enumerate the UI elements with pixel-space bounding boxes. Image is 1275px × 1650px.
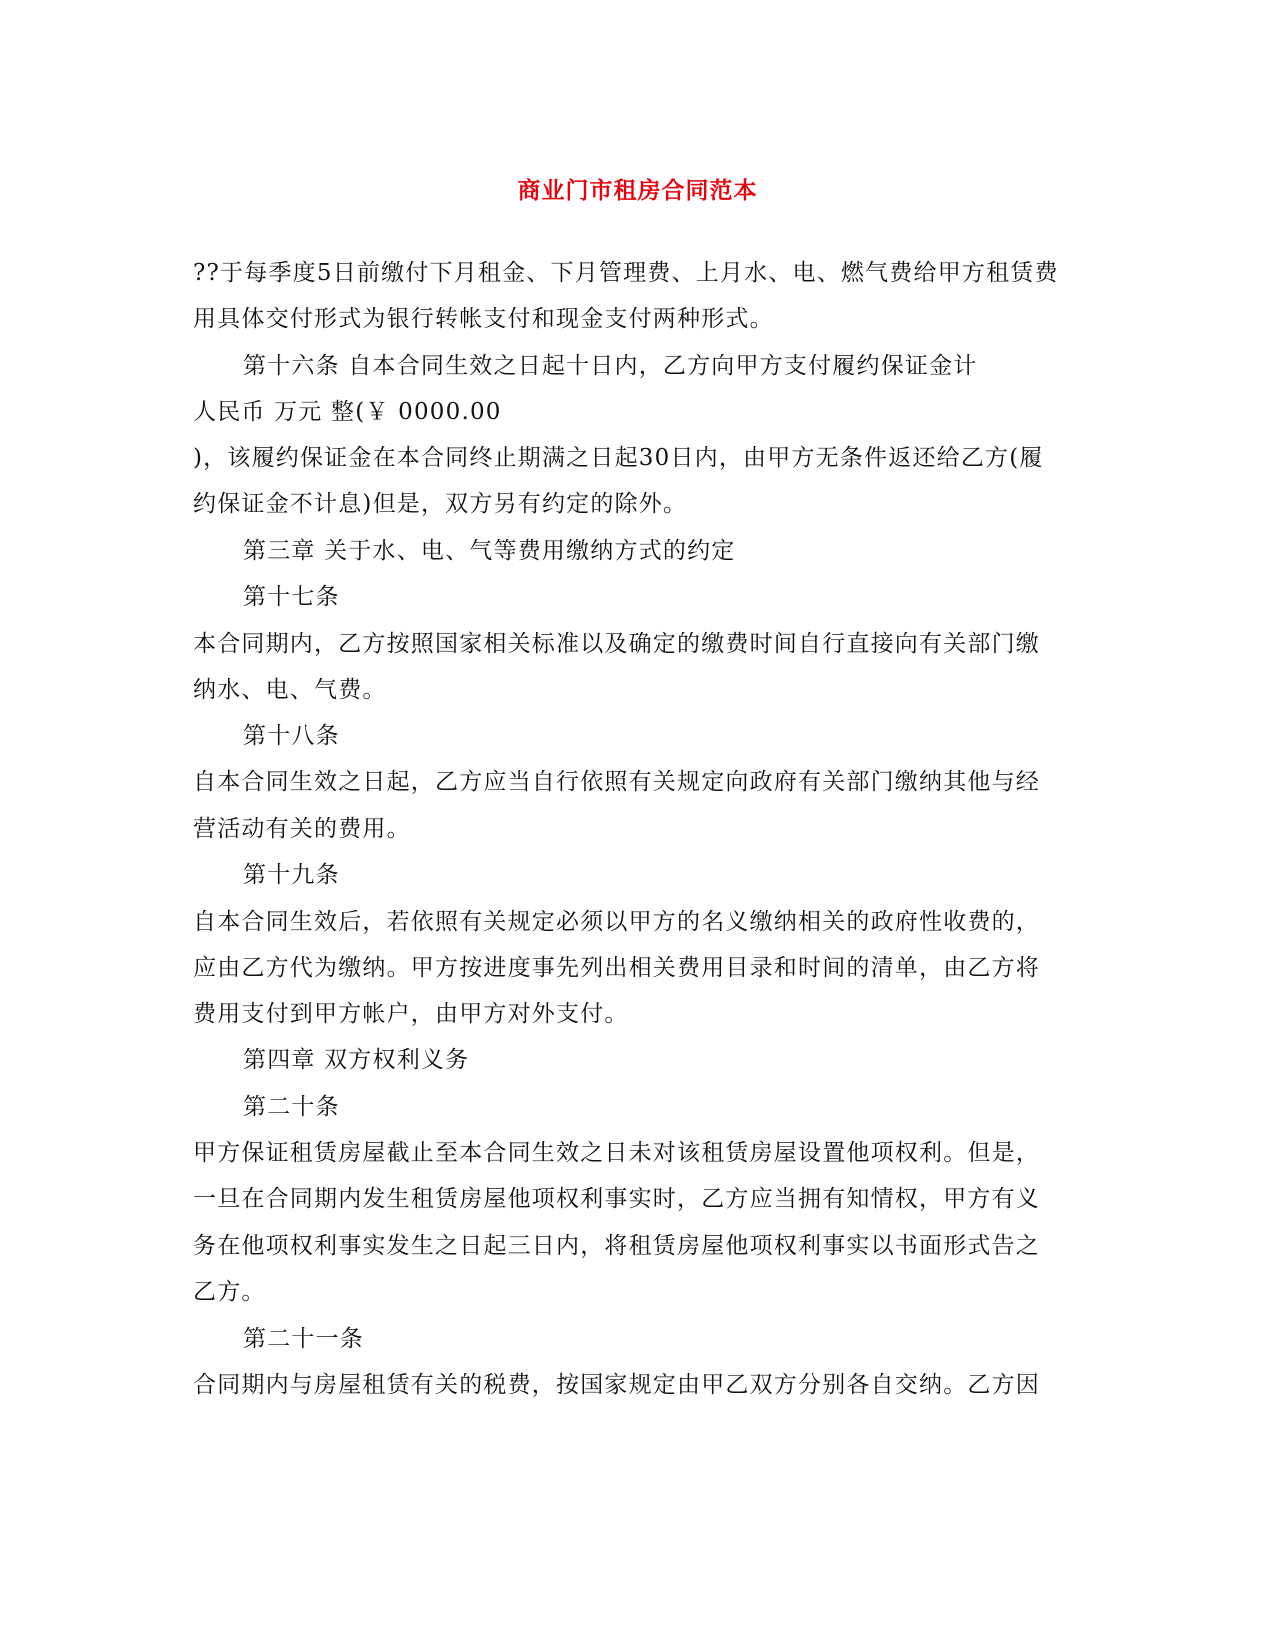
body-line: 自本合同生效之日起，乙方应当自行依照有关规定向政府有关部门缴纳其他与经 (193, 769, 1040, 795)
body-line: 纳水、电、气费。 (193, 677, 387, 703)
body-line: 本合同期内，乙方按照国家相关标准以及确定的缴费时间自行直接向有关部门缴 (193, 631, 1040, 657)
body-line: 应由乙方代为缴纳。甲方按进度事先列出相关费用目录和时间的清单，由乙方将 (193, 955, 1040, 981)
body-line: 甲方保证租赁房屋截止至本合同生效之日未对该租赁房屋设置他项权利。但是， (193, 1140, 1040, 1166)
body-line: 务在他项权利事实发生之日起三日内，将租赁房屋他项权利事实以书面形式告之 (193, 1233, 1040, 1259)
document-title: 商业门市租房合同范本 (517, 177, 758, 204)
body-line: 合同期内与房屋租赁有关的税费，按国家规定由甲乙双方分别各自交纳。乙方因 (193, 1372, 1040, 1398)
body-line: 乙方。 (193, 1279, 266, 1305)
article-heading: 第十七条 (243, 584, 340, 610)
chapter-heading: 第三章 关于水、电、气等费用缴纳方式的约定 (243, 538, 736, 564)
article-heading: 第二十条 (243, 1094, 340, 1120)
body-line: 自本合同生效后，若依照有关规定必须以甲方的名义缴纳相关的政府性收费的， (193, 909, 1040, 935)
body-line: ??于每季度5日前缴付下月租金、下月管理费、上月水、电、燃气费给甲方租赁费 (193, 260, 1059, 286)
article-heading: 第十八条 (243, 723, 340, 749)
body-line: 用具体交付形式为银行转帐支付和现金支付两种形式。 (193, 306, 774, 332)
body-line: 费用支付到甲方帐户，由甲方对外支付。 (193, 1001, 629, 1027)
body-line: 约保证金不计息)但是，双方另有约定的除外。 (193, 491, 688, 517)
body-line: 营活动有关的费用。 (193, 816, 411, 842)
article-heading: 第十六条 自本合同生效之日起十日内，乙方向甲方支付履约保证金计 (243, 353, 978, 379)
article-heading: 第十九条 (243, 862, 340, 888)
body-line: 一旦在合同期内发生租赁房屋他项权利事实时，乙方应当拥有知情权，甲方有义 (193, 1186, 1040, 1212)
body-line: 人民币 万元 整(￥ 0000.00 (193, 399, 502, 425)
chapter-heading: 第四章 双方权利义务 (243, 1047, 470, 1073)
article-heading: 第二十一条 (243, 1326, 364, 1352)
body-line: )，该履约保证金在本合同终止期满之日起30日内，由甲方无条件返还给乙方(履 (193, 445, 1044, 471)
